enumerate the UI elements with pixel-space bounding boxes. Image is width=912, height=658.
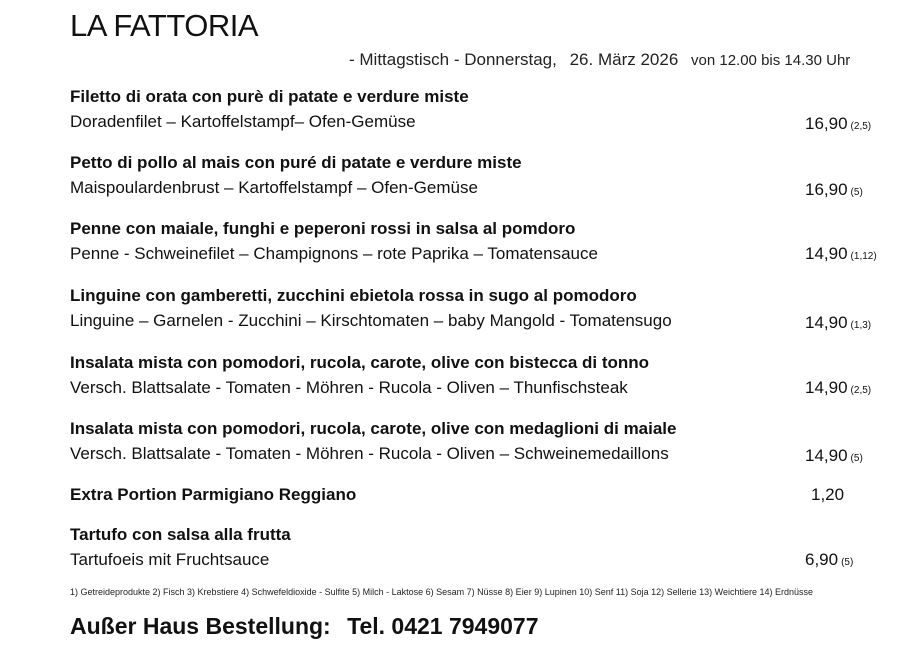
phone-number[interactable]: Tel. 0421 7949077 — [347, 613, 539, 639]
dish-price: 16,90 — [805, 180, 848, 199]
dish-price: 14,90 — [805, 446, 848, 465]
menu-item — [70, 286, 910, 331]
dish-price-line — [805, 378, 871, 398]
dish-price: 14,90 — [805, 313, 848, 332]
dish-price: 16,90 — [805, 114, 848, 133]
menu-subtitle — [349, 50, 850, 70]
menu-item-extra — [70, 485, 910, 505]
dish-price-line — [811, 485, 844, 505]
dish-name-german: Maispoulardenbrust – Kartoffelstampf – Ofen-Gemüse — [70, 178, 478, 197]
dish-name-german: Linguine – Garnelen - Zucchini – Kirschtomaten – baby Mangold - Tomatensugo — [70, 311, 672, 330]
dish-price: 1,20 — [811, 485, 845, 504]
dish-name-german: Versch. Blattsalate - Tomaten - Möhren - Rucola - Oliven – Schweinemedaillons — [70, 444, 669, 463]
takeaway-contact — [70, 613, 539, 640]
dish-name-italian: Filetto di orata con purè di patate e verdure miste — [70, 87, 469, 106]
allergen-codes: (5) — [850, 453, 863, 464]
dish-price-line — [805, 446, 863, 466]
dish-name-italian: Linguine con gamberetti, zucchini ebietola rossa in sugo al pomodoro — [70, 286, 637, 305]
subtitle-prefix: - Mittagstisch - Donnerstag, — [349, 50, 557, 69]
dish-name-german: Tartufoeis mit Fruchtsauce — [70, 550, 270, 569]
allergen-codes: (2,5) — [850, 121, 872, 132]
dish-price-line — [805, 180, 863, 200]
extra-name: Extra Portion Parmigiano Reggiano — [70, 485, 357, 504]
menu-date: 26. März 2026 — [569, 50, 679, 69]
dish-price-line — [805, 114, 871, 134]
dish-price: 14,90 — [805, 378, 848, 397]
menu-item — [70, 419, 910, 464]
serving-time: von 12.00 bis 14.30 Uhr — [691, 52, 851, 69]
dish-price: 14,90 — [805, 244, 848, 263]
allergen-codes: (1,12) — [850, 251, 877, 262]
dish-price-line — [805, 550, 853, 570]
dish-name-italian: Insalata mista con pomodori, rucola, carote, olive con bistecca di tonno — [70, 353, 650, 372]
allergen-footnote: 1) Getreideprodukte 2) Fisch 3) Krebstiere 4) Schwefeldioxide - Sulfite 5) Milch - Laktose 6) Sesam 7) Nüsse 8) Eier 9) Lupinen 10) Senf 11) Soja 12) Sellerie 13) Weichtiere 14) Erdnüsse — [70, 587, 814, 597]
menu-item — [70, 525, 910, 570]
allergen-codes: (5) — [841, 557, 854, 568]
dish-name-german: Versch. Blattsalate - Tomaten - Möhren - Rucola - Oliven – Thunfischsteak — [70, 378, 628, 397]
dish-price: 6,90 — [805, 550, 839, 569]
allergen-codes: (1,3) — [850, 320, 872, 331]
dish-name-italian: Penne con maiale, funghi e peperoni rossi in salsa al pomdoro — [70, 219, 576, 238]
dish-name-german: Penne - Schweinefilet – Champignons – rote Paprika – Tomatensauce — [70, 244, 598, 263]
takeaway-label: Außer Haus Bestellung: — [70, 613, 331, 639]
menu-item — [70, 353, 910, 398]
allergen-codes: (2,5) — [850, 385, 872, 396]
restaurant-title: LA FATTORIA — [70, 8, 259, 43]
dish-name-italian: Insalata mista con pomodori, rucola, carote, olive con medaglioni di maiale — [70, 419, 677, 438]
menu-item — [70, 219, 910, 264]
dish-price-line — [805, 313, 871, 333]
dish-name-italian: Petto di pollo al mais con puré di patate e verdure miste — [70, 153, 522, 172]
dish-name-german: Doradenfilet – Kartoffelstampf– Ofen-Gemüse — [70, 112, 416, 131]
menu-item — [70, 87, 910, 132]
dish-price-line — [805, 244, 877, 264]
dish-name-italian: Tartufo con salsa alla frutta — [70, 525, 291, 544]
menu-item — [70, 153, 910, 198]
allergen-codes: (5) — [850, 187, 863, 198]
